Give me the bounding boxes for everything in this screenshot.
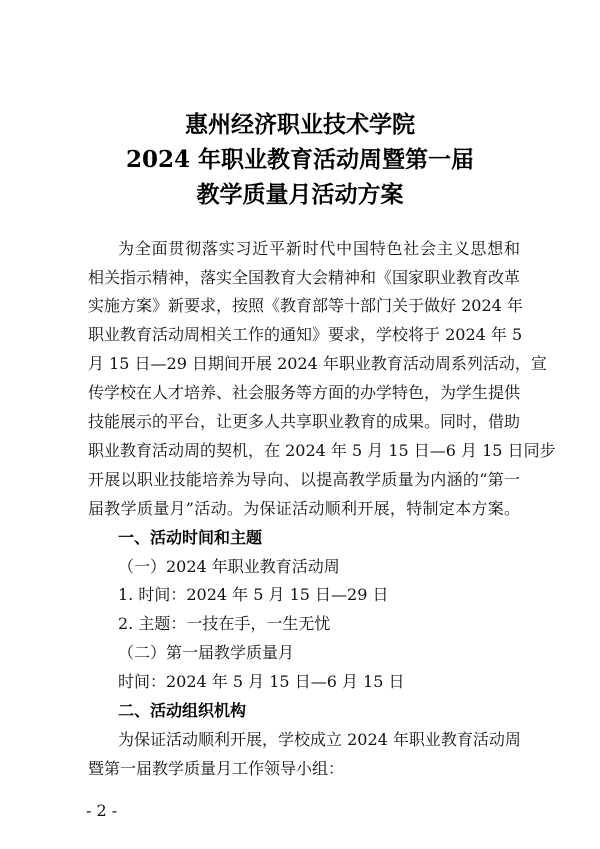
intro-line: 职业教育活动周相关工作的通知》要求，学校将于 2024 年 5 — [88, 325, 523, 344]
title-line-3: 教学质量月活动方案 — [196, 181, 404, 208]
section-1-heading: 一、活动时间和主题 — [118, 528, 263, 547]
intro-line: 传学校在人才培养、社会服务等方面的办学特色，为学生提供 — [88, 383, 521, 402]
page-number: - 2 - — [86, 801, 118, 820]
section-1-time-1: 1. 时间：2024 年 5 月 15 日—29 日 — [118, 585, 389, 604]
intro-line: 实施方案》新要求，按照《教育部等十部门关于做好 2024 年 — [88, 296, 523, 315]
section-1-subheading-1: （一）2024 年职业教育活动周 — [118, 557, 340, 576]
intro-line: 开展以职业技能培养为导向、以提高教学质量为内涵的“第一 — [88, 470, 520, 489]
section-1-subheading-2: （二）第一届教学质量月 — [118, 643, 295, 662]
intro-line: 职业教育活动周的契机，在 2024 年 5 月 15 日—6 月 15 日同步 — [88, 441, 556, 460]
section-2-line: 为保证活动顺利开展，学校成立 2024 年职业教育活动周 — [118, 730, 521, 749]
section-2-heading: 二、活动组织机构 — [118, 701, 247, 720]
intro-line: 届教学质量月”活动。为保证活动顺利开展，特制定本方案。 — [88, 499, 520, 518]
title-line-1: 惠州经济职业技术学院 — [185, 111, 415, 138]
section-1-theme-1: 2. 主题：一技在手，一生无忧 — [118, 614, 331, 633]
title-line-2: 2024 年职业教育活动周暨第一届 — [125, 146, 475, 173]
section-1-time-2: 时间：2024 年 5 月 15 日—6 月 15 日 — [118, 672, 405, 691]
section-2-line: 暨第一届教学质量月工作领导小组： — [88, 759, 345, 778]
intro-line: 相关指示精神，落实全国教育大会精神和《国家职业教育改革 — [88, 268, 521, 287]
intro-line: 技能展示的平台，让更多人共享职业教育的成果。同时，借助 — [88, 412, 521, 431]
intro-line: 为全面贯彻落实习近平新时代中国特色社会主义思想和 — [118, 239, 520, 258]
intro-line: 月 15 日—29 日期间开展 2024 年职业教育活动周系列活动，宣 — [88, 354, 547, 373]
